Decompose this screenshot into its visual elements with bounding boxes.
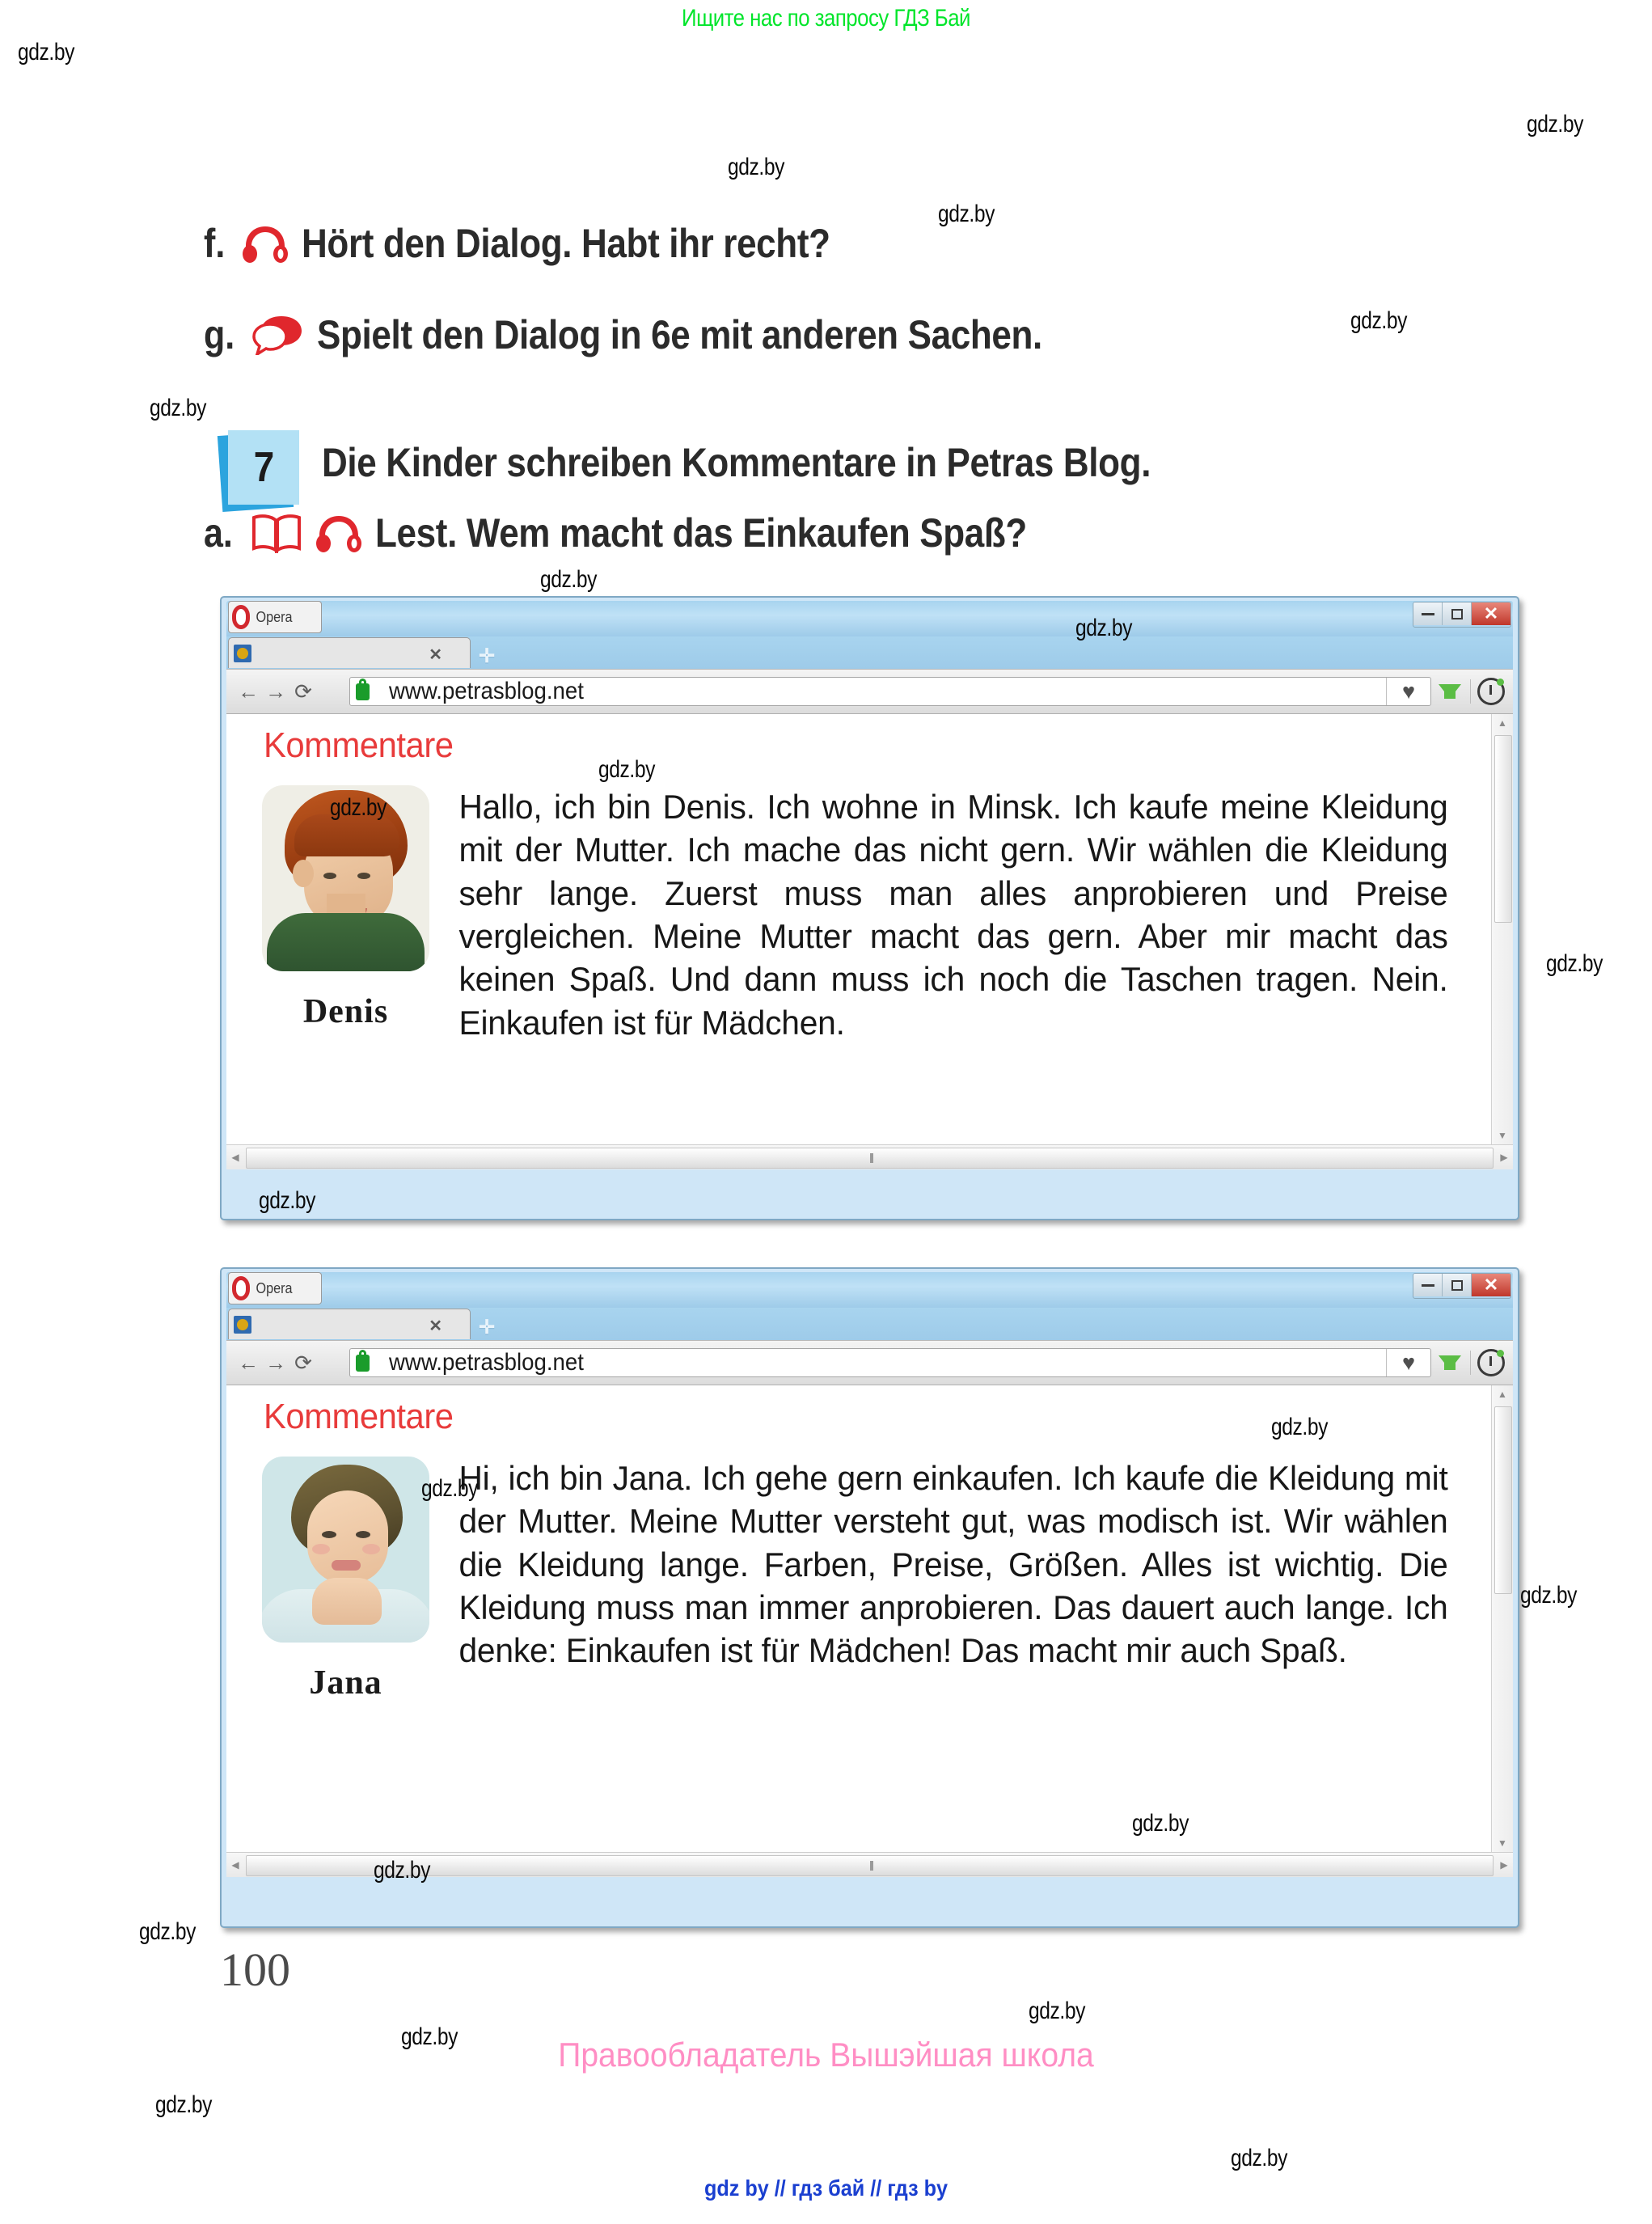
tab-close-icon[interactable]: ✕ — [429, 1317, 442, 1335]
scroll-grip-icon — [870, 1153, 873, 1163]
watermark-tag: gdz.by — [1527, 111, 1584, 137]
favicon-icon — [234, 1316, 251, 1334]
bookmark-button[interactable] — [1386, 1349, 1430, 1376]
opera-logo-icon — [232, 605, 250, 629]
scroll-right-icon[interactable]: ▶ — [1500, 1152, 1508, 1163]
heart-icon: ♥ — [1401, 679, 1416, 704]
exercise-text-g: Spielt den Dialog in 6e mit anderen Sachen. — [317, 312, 1043, 357]
exercise-text-f: Hört den Dialog. Habt ihr recht? — [301, 221, 830, 266]
favicon-icon — [234, 645, 251, 662]
vertical-scrollbar[interactable] — [1491, 1385, 1513, 1852]
close-icon: ✕ — [1483, 1275, 1499, 1295]
exercise-text-a: Lest. Wem macht das Einkaufen Spaß? — [374, 510, 1027, 556]
author-name: Denis — [302, 993, 389, 1030]
page-viewport — [226, 1385, 1513, 1852]
watermark-tag: gdz.by — [598, 756, 656, 783]
page-heading-kommentare: Kommentare — [264, 1397, 454, 1436]
lock-icon — [356, 683, 370, 700]
minimize-button[interactable] — [1413, 1274, 1443, 1296]
maximize-button[interactable] — [1443, 603, 1472, 625]
clock-icon — [1477, 678, 1505, 705]
watermark-tag: gdz.by — [1231, 2145, 1288, 2171]
forward-icon[interactable]: → — [265, 679, 286, 704]
bookmark-button[interactable] — [1386, 678, 1430, 705]
status-dot-icon — [1497, 679, 1504, 686]
scroll-up-icon[interactable]: ▲ — [1498, 717, 1507, 729]
exercise-letter-g: g. — [204, 312, 235, 357]
url-text: www.petrasblog.net — [389, 678, 584, 704]
scroll-down-icon[interactable]: ▼ — [1498, 1837, 1507, 1849]
watermark-tag: gdz.by — [1075, 615, 1133, 641]
heart-icon: ♥ — [1401, 1350, 1416, 1375]
watermark-tag: gdz.by — [155, 2091, 213, 2118]
watermark-tag: gdz.by — [1132, 1810, 1189, 1837]
watermark-tag: gdz.by — [1350, 307, 1408, 334]
watermark-tag: gdz.by — [540, 566, 598, 593]
lock-icon — [356, 1355, 370, 1372]
scroll-left-icon[interactable]: ◀ — [231, 1859, 239, 1871]
task-number: 7 — [253, 444, 274, 491]
browser-tab[interactable] — [228, 637, 471, 668]
window-controls — [1413, 602, 1511, 628]
minimize-icon — [1422, 1284, 1434, 1287]
scroll-grip-icon — [870, 1861, 873, 1871]
watermark-tag: gdz.by — [259, 1187, 316, 1214]
page-heading-kommentare: Kommentare — [264, 725, 454, 765]
avatar — [262, 785, 429, 971]
back-icon[interactable]: ← — [238, 679, 259, 704]
browser-window-denis — [220, 596, 1519, 1220]
address-bar[interactable] — [349, 677, 1431, 706]
exercise-letter-f: f. — [204, 221, 226, 266]
navigation-bar — [226, 1340, 1513, 1385]
history-button[interactable] — [1477, 1349, 1505, 1376]
comment-text: Hi, ich bin Jana. Ich gehe gern einkaufen. Ich kaufe die Kleidung mit der Mutter. Meine Mutter versteht gut, was modisch ist. Wir wählen die Kleidung lange. Farben, Preise, Größen. Alles ist wichtig. Die Kleidung muss man immer anprobieren. Das dauert auch lange. Ich denke: Einkaufen ist für Mädchen! Das macht mir auch Spaß. — [458, 1459, 1448, 1670]
watermark-tag: gdz.by — [18, 39, 75, 66]
task-title: Die Kinder schreiben Kommentare in Petras Blog. — [322, 440, 1151, 485]
headphones-icon — [242, 224, 289, 263]
watermark-tag: gdz.by — [330, 794, 387, 821]
watermark-tag: gdz.by — [938, 201, 995, 227]
horizontal-scroll-thumb[interactable] — [246, 1148, 1494, 1169]
page-number: 100 — [220, 1943, 290, 1996]
forward-icon[interactable]: → — [265, 1350, 286, 1375]
history-button[interactable] — [1477, 678, 1505, 705]
horizontal-scrollbar[interactable] — [226, 1852, 1513, 1877]
close-icon: ✕ — [1483, 603, 1499, 624]
vertical-scroll-thumb[interactable] — [1494, 735, 1512, 923]
downloads-button[interactable] — [1436, 678, 1464, 705]
download-arrow-icon — [1439, 1355, 1461, 1370]
reload-icon[interactable]: ⟳ — [294, 679, 312, 704]
watermark-tag: gdz.by — [728, 154, 785, 180]
page-viewport — [226, 714, 1513, 1144]
back-icon[interactable]: ← — [238, 1350, 259, 1375]
close-button[interactable] — [1472, 1274, 1510, 1296]
speech-bubble-icon — [252, 315, 304, 355]
speed-dial-icon[interactable] — [317, 1349, 344, 1376]
author-column — [226, 1398, 445, 1702]
minimize-button[interactable] — [1413, 603, 1443, 625]
headphones-icon — [315, 514, 362, 552]
minimize-icon — [1422, 613, 1434, 615]
opera-app-button[interactable] — [228, 1272, 322, 1304]
address-bar[interactable] — [349, 1348, 1431, 1377]
author-name: Jana — [309, 1664, 382, 1702]
watermark-tag: gdz.by — [139, 1918, 196, 1945]
author-column — [226, 727, 445, 1044]
watermark-tag: gdz.by — [401, 2023, 458, 2050]
watermark-tag: gdz.by — [1029, 1998, 1086, 2024]
watermark-tag: gdz.by — [150, 395, 207, 421]
vertical-scroll-thumb[interactable] — [1494, 1406, 1512, 1594]
watermark-tag: gdz.by — [421, 1475, 479, 1502]
new-tab-icon[interactable]: ✛ — [479, 645, 496, 667]
scroll-left-icon[interactable]: ◀ — [231, 1152, 239, 1163]
horizontal-scrollbar[interactable] — [226, 1144, 1513, 1169]
exercise-letter-a: a. — [204, 510, 233, 556]
exercise-line-g — [204, 311, 1142, 358]
speed-dial-icon[interactable] — [317, 678, 344, 705]
watermark-tag: gdz.by — [1520, 1582, 1578, 1609]
title-bar — [226, 601, 1513, 636]
watermark-tag: gdz.by — [374, 1857, 431, 1884]
watermark-tag: gdz.by — [1546, 950, 1603, 977]
horizontal-scroll-thumb[interactable] — [246, 1855, 1494, 1876]
copyright-notice: Правообладатель Вышэйшая школа — [558, 2036, 1094, 2074]
opera-app-label: Opera — [256, 608, 293, 625]
browser-window-jana — [220, 1267, 1519, 1928]
close-button[interactable] — [1472, 603, 1510, 625]
scroll-right-icon[interactable]: ▶ — [1500, 1859, 1508, 1871]
watermark-tag: gdz.by — [1271, 1414, 1329, 1440]
vertical-scrollbar[interactable] — [1491, 714, 1513, 1144]
badge-front-sheet — [228, 430, 299, 505]
tab-strip — [226, 1308, 1513, 1340]
comment-text: Hallo, ich bin Denis. Ich wohne in Minsk. Ich kaufe meine Kleidung mit der Mutter. Ich mache das nicht gern. Wir wählen die Kleidung sehr lange. Zuerst muss man alles anprobieren und Preise vergleichen. Meine Mutter macht das gern. Aber mir macht das keinen Spaß. Und dann muss ich noch die Taschen tragen. Nein. Einkaufen ist für Mädchen. — [458, 788, 1448, 1042]
open-book-icon — [251, 513, 302, 553]
scroll-down-icon[interactable]: ▼ — [1498, 1130, 1507, 1141]
footer-links: gdz by // гдз бай // гдз by — [703, 2175, 949, 2201]
exercise-line-a — [204, 509, 1116, 556]
opera-logo-icon — [232, 1276, 250, 1300]
clock-icon — [1477, 1349, 1505, 1376]
download-arrow-icon — [1439, 684, 1461, 699]
toolbar-divider — [1470, 1351, 1471, 1375]
task-number-badge — [220, 429, 306, 519]
reload-icon[interactable]: ⟳ — [294, 1350, 312, 1375]
title-bar — [226, 1272, 1513, 1308]
maximize-button[interactable] — [1443, 1274, 1472, 1296]
avatar — [262, 1457, 429, 1643]
search-prompt-banner: Ищите нас по запросу ГДЗ Бай — [682, 5, 970, 32]
downloads-button[interactable] — [1436, 1349, 1464, 1376]
tab-strip — [226, 636, 1513, 669]
maximize-icon — [1451, 609, 1463, 619]
tab-close-icon[interactable]: ✕ — [429, 646, 442, 664]
new-tab-icon[interactable]: ✛ — [479, 1317, 496, 1338]
opera-app-button[interactable] — [228, 601, 322, 633]
maximize-icon — [1451, 1280, 1463, 1291]
browser-tab[interactable] — [228, 1309, 471, 1339]
exercise-line-f — [204, 220, 902, 267]
navigation-bar — [226, 669, 1513, 714]
scroll-up-icon[interactable]: ▲ — [1498, 1389, 1507, 1400]
toolbar-divider — [1470, 679, 1471, 704]
task-title-row — [322, 439, 1264, 486]
url-text: www.petrasblog.net — [389, 1349, 584, 1376]
status-dot-icon — [1497, 1350, 1504, 1357]
window-controls — [1413, 1273, 1511, 1299]
opera-app-label: Opera — [256, 1279, 293, 1296]
